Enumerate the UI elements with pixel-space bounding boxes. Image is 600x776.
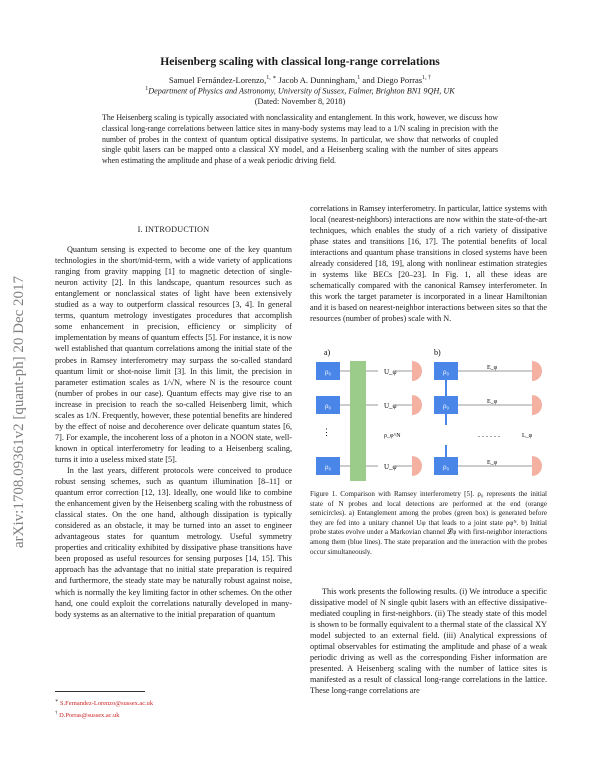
rho0-label: ρ₀ — [443, 463, 449, 471]
rho0-label: ρ₀ — [325, 402, 331, 410]
rho0-label: ρ₀ — [325, 368, 331, 376]
panel-b-row-2 — [434, 395, 542, 415]
panel-a-row-3 — [316, 456, 422, 476]
left-column — [55, 224, 292, 620]
author-3: Diego Porras — [377, 74, 423, 85]
panel-a-row-1 — [316, 361, 422, 381]
affiliation — [60, 86, 540, 96]
panel-b-label: b) — [434, 348, 441, 357]
panel-a-label: a) — [324, 348, 331, 357]
date-line: (Dated: November 8, 2018) — [254, 97, 346, 106]
intro-paragraph-2: In the last years, different protocols were conceived to produce robust sensing schemes, such as quantum illumination [8–11] or quantum error correction [12, 13]. Ideally, one would like to combine the enhancement given by the Heisenberg scaling with the robustness of classical states. On the one hand, although dissipation is typically considered as an obstacle, it may be turned into an asset to engineer advantageous states for quantum metrology. Useful symmetry properties and criticality exhibited by dissipative phase transitions have been proposed as useful resources for sensing purposes [14, 15]. This approach has the advantage that no initial state preparation is required and furthermore, the steady state may be naturally robust against noise, which is normally the key limiting factor in other schemes. On the other hand, one could exploit the correlations naturally developed in many-body systems as an alternative to the initial preparation of quantum — [55, 465, 292, 619]
detection-semicircle — [412, 456, 422, 476]
e-phi-label: E_φ — [487, 460, 498, 466]
detection-semicircle — [532, 395, 542, 415]
u-phi-label: U_φ — [384, 402, 397, 410]
affiliation-text: Department of Physics and Astronomy, University of Sussex, Falmer, Brighton BN1 9QH, UK — [148, 86, 455, 96]
detection-semicircle — [412, 395, 422, 415]
intro-paragraph-1: Quantum sensing is expected to become one of the key quantum technologies in the short/mid-term, with a wide variety of applications ranging from gravity mapping [1] to magnetic detection of single-neuron activity [2]. In this landscape, quantum resources such as entanglement or nonclassical states of light have been extensively studied as a way to outperform classical resources [3, 4]. In general terms, quantum metrology investigates procedures that accomplish some enhancement in precision, efficiency or simplicity of implementation by means of quantum effects [5]. For instance, it is now well established that quantum correlations among the initial state of the probes in Ramsey interferometry may surpass the so-called standard quantum limit or shot-noise limit [3]. In this limit, the precision in parameter estimation scales as 1/√N, where N is the resource count (number of probes in our case). Quantum effects may give rise to an increase in precision to reach the so-called Heisenberg limit, which scales as 1/N. Frequently, however, these potential benefits are hindered by the effect of noise and decoherence over delicate quantum states [6, 7]. For example, the incoherent loss of a photon in a NOON state, well-known in optical interferometry for leading to a Heisenberg scaling, turns it into a useless mixed state [5]. — [55, 245, 292, 464]
detection-semicircle — [532, 456, 542, 476]
arxiv-identifier — [2, 250, 32, 550]
rho-phi-n-label: ρ_φ^N — [384, 433, 401, 439]
arxiv-id-text: arXiv:1708.09361v2 [quant-ph] 20 Dec 2017 — [11, 275, 27, 548]
figure-1-caption: Figure 1. Comparison with Ramsey interferometry [5]. ρ₀ represents the initial state of N probes and local detections are performed at the end (orange semicircles). a) Entanglement among the probes (green box) is generated before they are fed into a unitary channel Uφ that leads to a joint state ρφᴺ. b) Initial probe states evolve under a Markovian channel 𝓛φ with first-neighbor interactions among them (blue lines). The state preparation and the interaction with the probes occur simultaneously. — [310, 490, 547, 556]
section-heading: I. INTRODUCTION — [137, 225, 210, 234]
detection-semicircle — [532, 361, 542, 381]
panel-b-row-3 — [434, 456, 542, 476]
footnote-rule — [55, 691, 145, 692]
abstract: The Heisenberg scaling is typically associated with nonclassicality and entanglement. In this work, however, we discuss how classical long-range correlations between lattice sites in many-body systems may lead to a 1/N scaling in precision with the number of probes in the context of quantum optical dissipative systems. In particular, we show that networks of coupled single qubit lasers can be mapped onto a classical XY model, and a Heisenberg scaling with the number of sites appears when estimating the amplitude and phase of a weak periodic driving field. — [102, 113, 498, 166]
author-1-affil: 1, ∗ — [266, 75, 277, 81]
footnote-2-email[interactable]: D.Porras@sussex.ac.uk — [59, 711, 120, 719]
detection-semicircle — [412, 361, 422, 381]
right-column-top — [310, 203, 547, 325]
rho0-label: ρ₀ — [325, 463, 331, 471]
footnote-1-email[interactable]: S.Fernandez-Lorenzo@sussex.ac.uk — [60, 700, 154, 708]
footnotes — [55, 697, 292, 720]
right-column-bottom — [310, 586, 547, 696]
l-phi-label: L_φ — [522, 433, 533, 439]
u-phi-label: U_φ — [384, 368, 397, 376]
affiliation-mark: 1 — [145, 86, 149, 92]
intro-paragraph-3: correlations in Ramsey interferometry. In particular, lattice systems with local (nearest-neighbors) interactions are now within the state-of-the-art techniques, which enables the study of a rich variety of dissipative phase states and transitions [16, 17]. The potential benefits of local interactions and quantum phase transitions in closed systems have been already considered [18, 19], along with nonlinear estimation strategies in systems like BECs [20–23]. In Fig. 1, all these ideas are schematically compared with the canonical Ramsey interferometer. In this work the target parameter is incorporated in a linear Hamiltonian and it is based on nearest-neighbor interactions between sites so that the resources (number of probes) scale with N. — [310, 204, 547, 324]
author-1: Samuel Fernández-Lorenzo, — [168, 74, 267, 85]
e-phi-label: E_φ — [487, 399, 498, 405]
author-3-affil: 1, † — [422, 75, 432, 81]
panel-b-row-1 — [434, 361, 542, 381]
author-and: and — [362, 74, 375, 85]
rho0-label: ρ₀ — [443, 368, 449, 376]
e-phi-label: E_φ — [487, 365, 498, 371]
author-2-affil: 1 — [357, 75, 361, 81]
author-2: Jacob A. Dunningham, — [278, 74, 358, 85]
u-phi-label: U_φ — [384, 463, 397, 471]
footnote-2: † D.Porras@sussex.ac.uk — [55, 710, 120, 719]
paper-title: Heisenberg scaling with classical long-range correlations — [160, 55, 440, 68]
results-paragraph: This work presents the following results. (i) We introduce a specific dissipative model of N single qubit lasers with an effective dissipative-mediated coupling in first-neighbors. (ii) The steady state of this model is shown to be formally equivalent to a thermal state of the classical XY model subjected to an external field. (iii) Analytical expressions of optimal observables for estimating the amplitude and phase of a weak periodic driving as well as the corresponding Fisher information are presented. A Heisenberg scaling with the number of lattice sites is manifested as a result of classical long-range correlations in the lattice. These long-range correlations are — [310, 587, 547, 696]
entangler-box — [350, 361, 366, 481]
author-list — [60, 74, 540, 85]
figure-1 — [310, 345, 547, 485]
footnote-1: ∗ S.Fernandez-Lorenzo@sussex.ac.uk — [55, 699, 154, 708]
panel-a-row-2 — [316, 395, 422, 415]
horizontal-ellipsis: . . . . . . — [478, 430, 500, 439]
vertical-ellipsis: ⋮ — [322, 427, 331, 437]
rho0-label: ρ₀ — [443, 402, 449, 410]
